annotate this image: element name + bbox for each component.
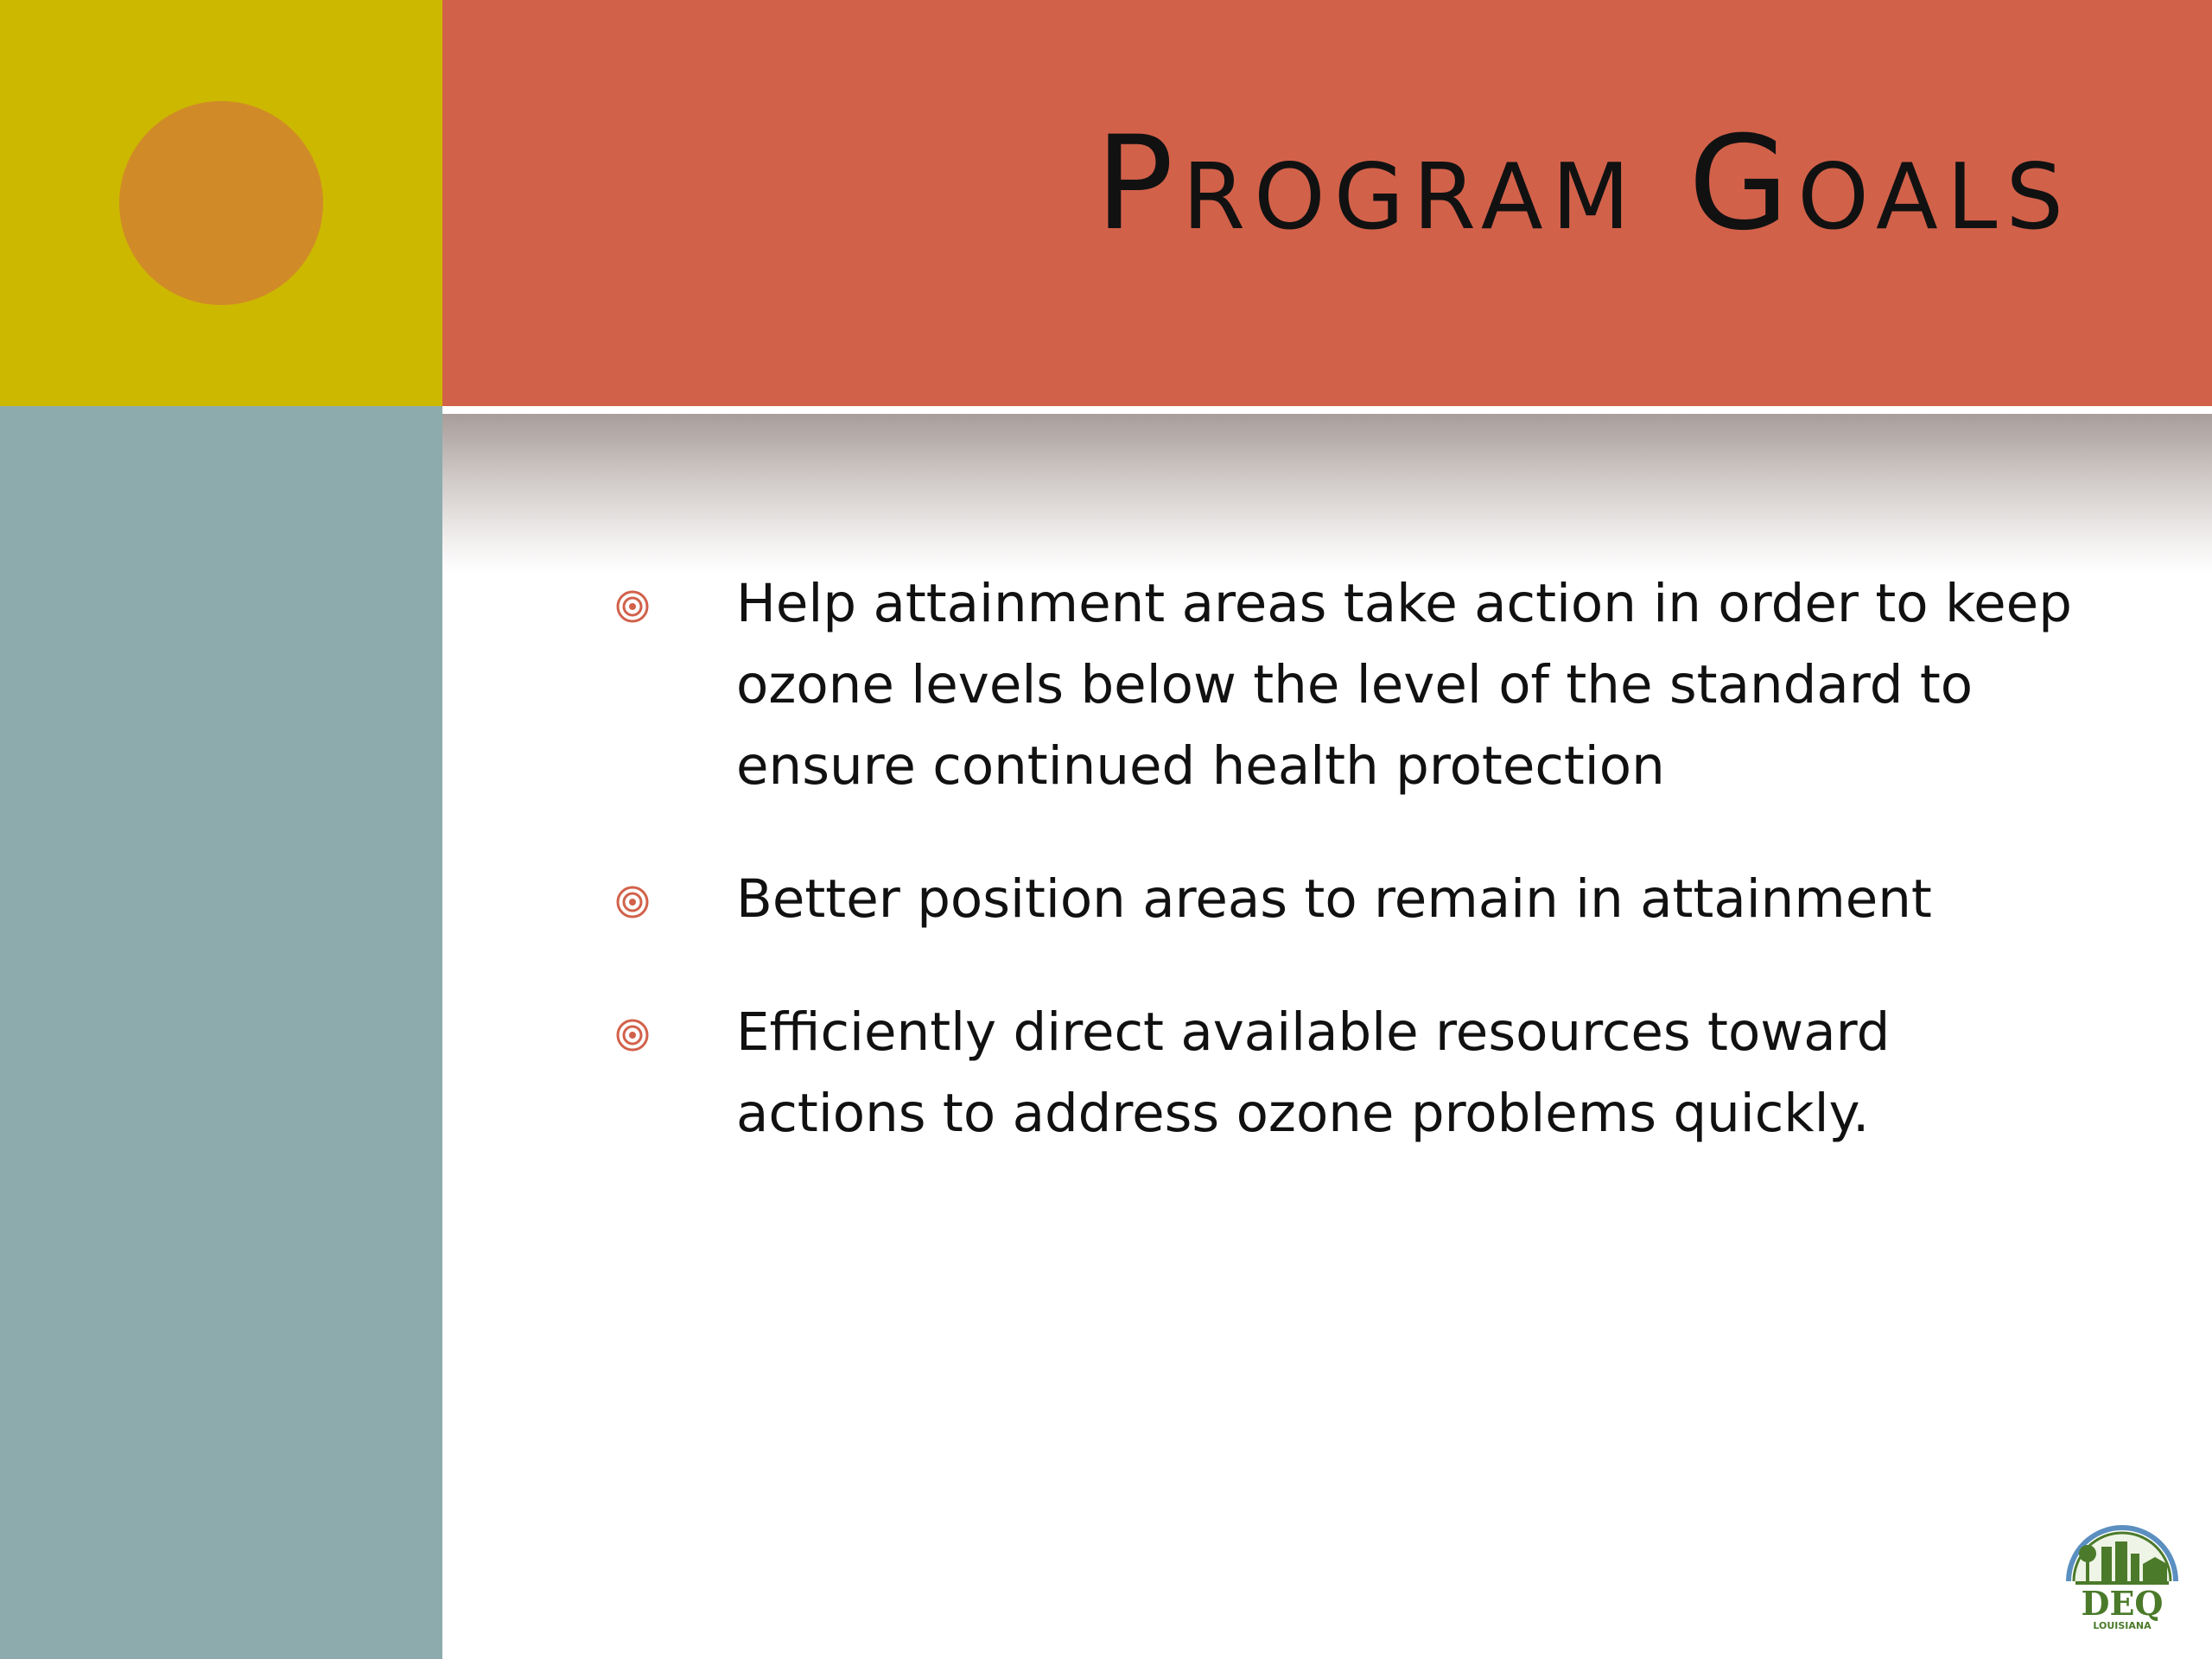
title-shadow: [442, 414, 2212, 574]
logo-subtext: LOUISIANA: [2093, 1620, 2152, 1631]
bullet-item: [605, 563, 2091, 807]
bullet-item: [605, 859, 2091, 940]
left-band: [0, 406, 442, 1659]
deq-louisiana-logo: [2060, 1510, 2184, 1635]
decorative-circle: [119, 101, 323, 305]
slide-title: Program Goals: [1095, 109, 2072, 259]
target-bullet-icon: [615, 589, 650, 624]
bullet-item: [605, 992, 2091, 1154]
bullet-list: [605, 563, 2091, 1206]
target-bullet-icon: [615, 1018, 650, 1052]
target-bullet-icon: [615, 885, 650, 919]
bullet-text: Help attainment areas take action in order to keep ozone levels below the level of the standard to ensure continued health protection: [736, 573, 2072, 797]
bullet-text: Better position areas to remain in attainment: [736, 868, 1932, 930]
logo-text: DEQ: [2081, 1584, 2164, 1623]
bullet-text: Efficiently direct available resources toward actions to address ozone problems quickly.: [736, 1001, 1891, 1144]
title-divider: [442, 406, 2212, 414]
